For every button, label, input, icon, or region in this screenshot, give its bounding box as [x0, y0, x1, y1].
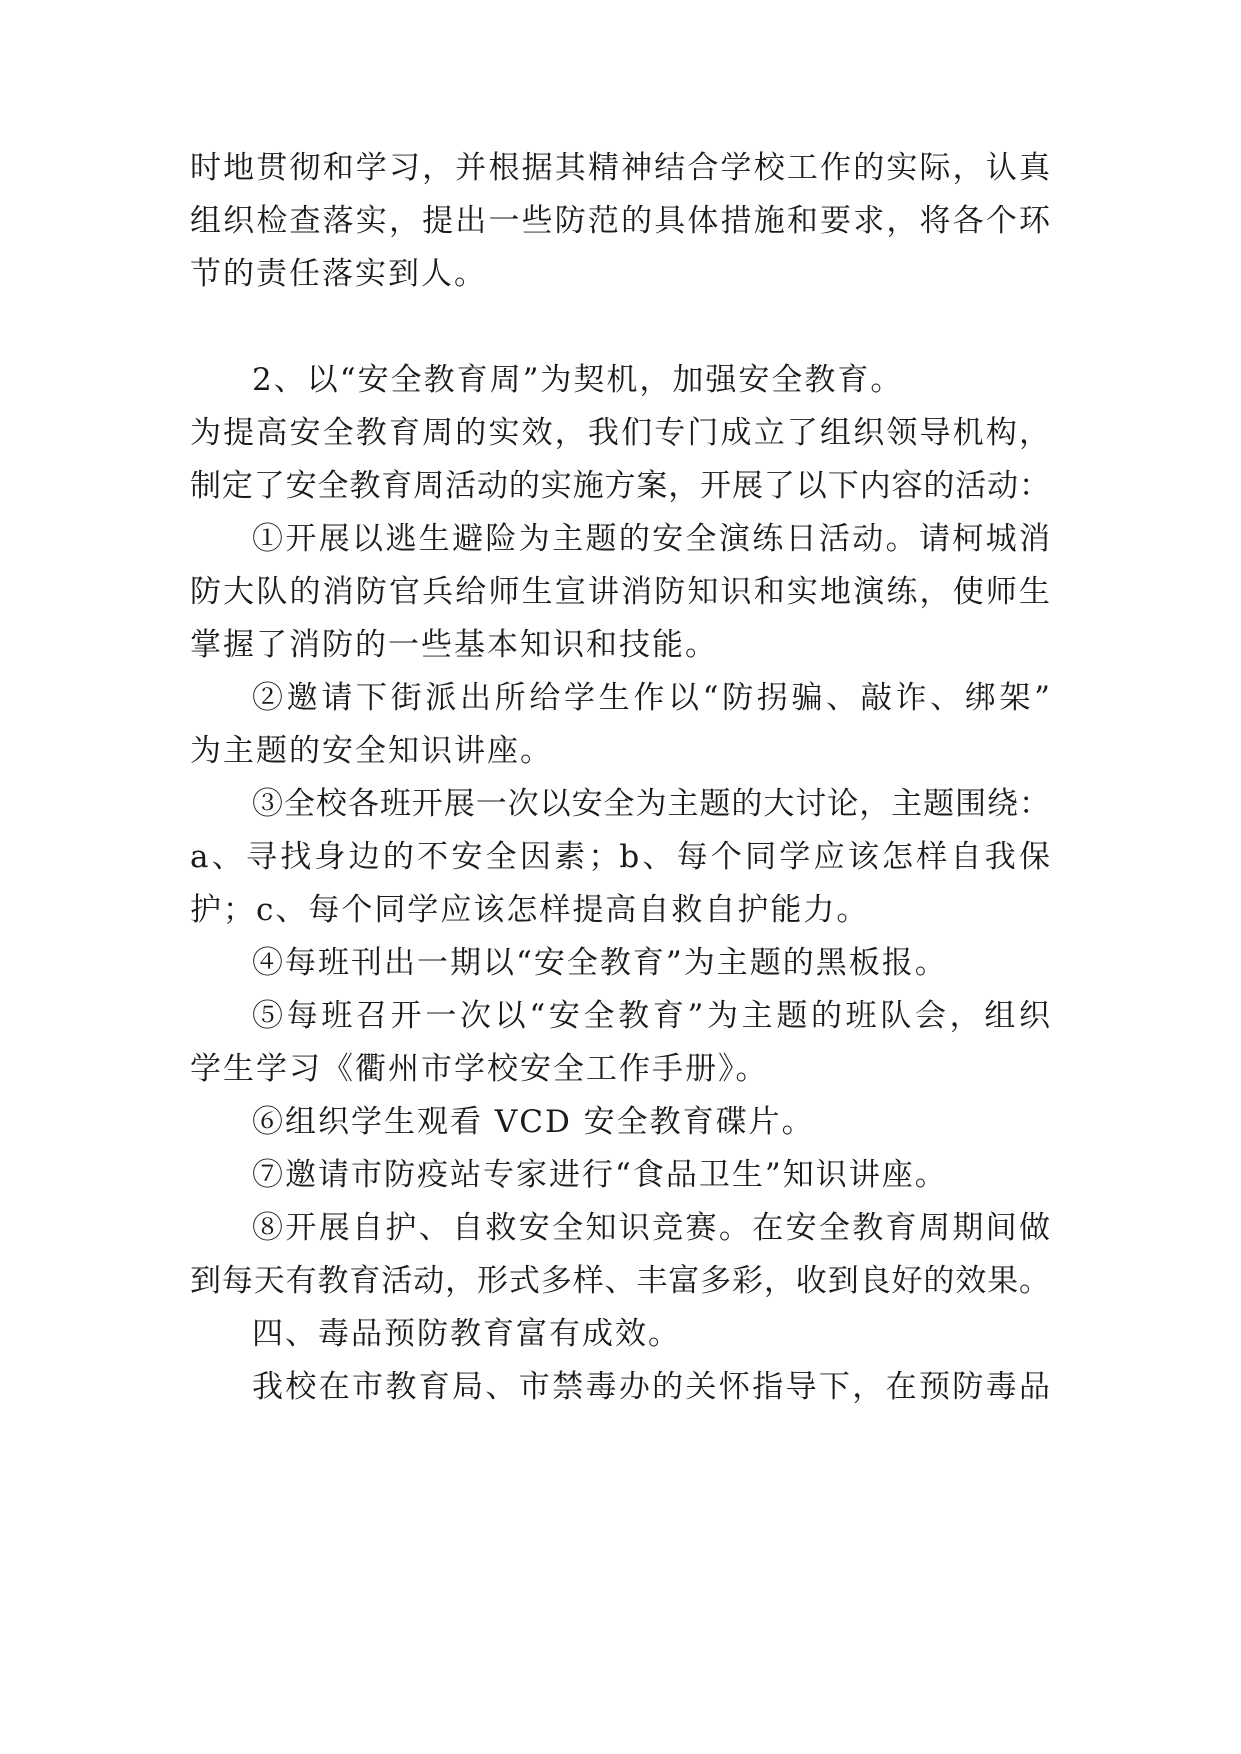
- list-item-line: a、寻找身边的不安全因素；b、每个同学应该怎样自我保: [190, 839, 1050, 875]
- list-item-line: 学生学习《衢州市学校安全工作手册》。: [190, 1051, 769, 1087]
- paragraph-line: 为提高安全教育周的实效，我们专门成立了组织领导机构，: [190, 415, 1050, 451]
- list-item-line: ②邀请下街派出所给学生作以“防拐骗、敲诈、绑架”: [252, 680, 1050, 716]
- paragraph-line: 组织检查落实，提出一些防范的具体措施和要求，将各个环: [190, 203, 1050, 239]
- list-item-line: ①开展以逃生避险为主题的安全演练日活动。请柯城消: [252, 521, 1050, 557]
- list-item-line: 护；c、每个同学应该怎样提高自救自护能力。: [190, 892, 870, 928]
- paragraph-line: 制定了安全教育周活动的实施方案，开展了以下内容的活动：: [190, 468, 1050, 504]
- list-item-line: ⑦邀请市防疫站专家进行“食品卫生”知识讲座。: [252, 1157, 948, 1193]
- list-item-line: ⑤每班召开一次以“安全教育”为主题的班队会，组织: [252, 998, 1050, 1034]
- section-heading: 四、毒品预防教育富有成效。: [252, 1316, 681, 1352]
- paragraph-line: 时地贯彻和学习，并根据其精神结合学校工作的实际，认真: [190, 150, 1050, 186]
- section-heading: 2、以“安全教育周”为契机，加强安全教育。: [252, 362, 904, 398]
- list-item-line: 到每天有教育活动，形式多样、丰富多彩，收到良好的效果。: [190, 1263, 1050, 1299]
- list-item-line: ⑧开展自护、自救安全知识竞赛。在安全教育周期间做: [252, 1210, 1050, 1246]
- list-item-line: 防大队的消防官兵给师生宣讲消防知识和实地演练，使师生: [190, 574, 1050, 610]
- paragraph-line: 节的责任落实到人。: [190, 256, 487, 292]
- list-item-line: ③全校各班开展一次以安全为主题的大讨论，主题围绕：: [252, 786, 1050, 822]
- list-item-line: ④每班刊出一期以“安全教育”为主题的黑板报。: [252, 945, 948, 981]
- list-item-line: ⑥组织学生观看 VCD 安全教育碟片。: [252, 1104, 815, 1140]
- list-item-line: 为主题的安全知识讲座。: [190, 733, 553, 769]
- paragraph-line: 我校在市教育局、市禁毒办的关怀指导下，在预防毒品: [252, 1369, 1050, 1405]
- list-item-line: 掌握了消防的一些基本知识和技能。: [190, 627, 718, 663]
